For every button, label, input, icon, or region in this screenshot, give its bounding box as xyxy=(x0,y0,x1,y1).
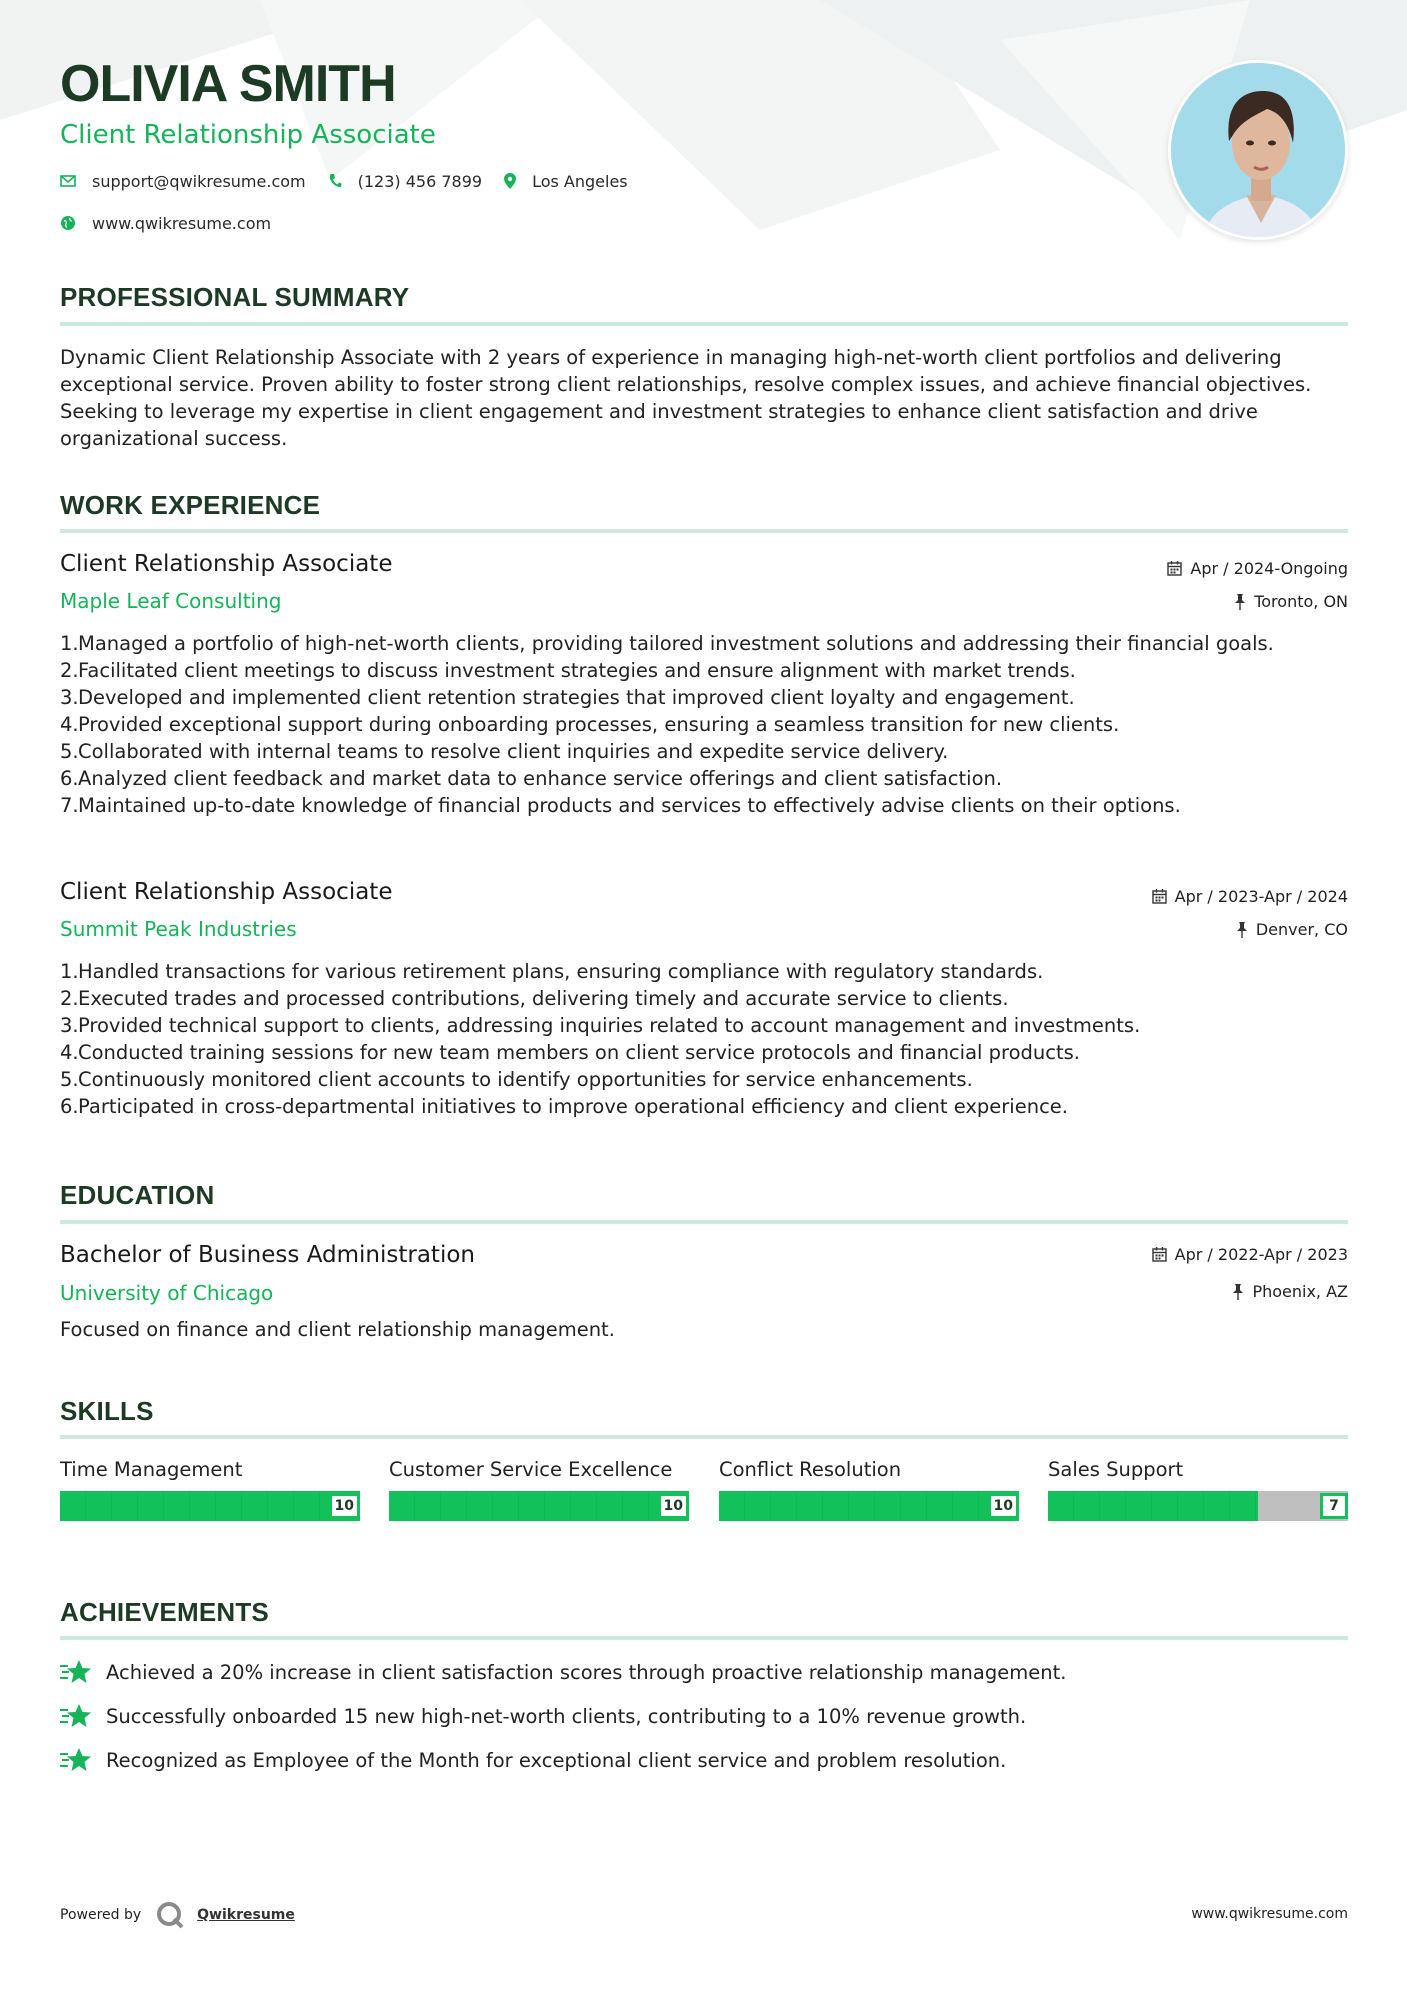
brand-link[interactable]: Qwikresume xyxy=(197,1907,295,1923)
job-title: Client Relationship Associate xyxy=(60,879,393,905)
achievements-divider xyxy=(60,1636,1348,1640)
contact-row-secondary xyxy=(60,212,1120,234)
skill-bar-fill xyxy=(389,1491,689,1521)
list-item: 4. Provided exceptional support during onboarding processes, ensuring a seamless transition for new clients. xyxy=(60,713,1120,736)
star-icon xyxy=(60,1658,92,1686)
skill-name: Time Management xyxy=(60,1458,243,1481)
envelope-icon xyxy=(60,174,76,188)
powered-by-text: Powered by xyxy=(60,1907,142,1923)
list-item: 1. Managed a portfolio of high-net-worth clients, providing tailored investment solutions and addressing their financial goals. xyxy=(60,632,1274,655)
pushpin-icon xyxy=(1236,922,1248,938)
job-title: Client Relationship Associate xyxy=(60,551,393,577)
achievement-item xyxy=(60,1702,1026,1730)
education-location xyxy=(1232,1282,1348,1301)
candidate-role: Client Relationship Associate xyxy=(60,120,436,150)
qwikresume-logo-icon xyxy=(155,1900,185,1930)
school-name: University of Chicago xyxy=(60,1281,274,1305)
achievement-item xyxy=(60,1658,1066,1686)
website-text: www.qwikresume.com xyxy=(92,213,272,233)
skill-name: Customer Service Excellence xyxy=(389,1458,673,1481)
skill-item xyxy=(1048,1456,1348,1521)
achievements-heading: ACHIEVEMENTS xyxy=(60,1597,269,1627)
job-dates xyxy=(1167,559,1348,578)
list-item: 5. Collaborated with internal teams to resolve client inquiries and expedite service delivery. xyxy=(60,740,949,763)
pushpin-icon xyxy=(1234,594,1246,610)
achievement-text: Successfully onboarded 15 new high-net-worth clients, contributing to a 10% revenue growth. xyxy=(106,1704,1027,1728)
achievement-text: Achieved a 20% increase in client satisfaction scores through proactive relationship management. xyxy=(106,1660,1067,1684)
degree-title: Bachelor of Business Administration xyxy=(60,1242,475,1268)
list-item: 3. Provided technical support to clients, addressing inquiries related to account management and investments. xyxy=(60,1014,1141,1037)
job-dates-text: Apr / 2023-Apr / 2024 xyxy=(1174,887,1348,906)
website-contact[interactable] xyxy=(60,214,271,233)
star-icon xyxy=(60,1702,92,1730)
education-dates-text: Apr / 2022-Apr / 2023 xyxy=(1174,1245,1348,1264)
skill-name: Conflict Resolution xyxy=(719,1458,902,1481)
job-location-text: Toronto, ON xyxy=(1254,592,1348,611)
education-divider xyxy=(60,1220,1348,1224)
list-item: 7. Maintained up-to-date knowledge of financial products and services to effectively advise clients on their options. xyxy=(60,794,1181,817)
location-contact xyxy=(504,172,628,191)
email-contact[interactable] xyxy=(60,172,306,191)
job-location xyxy=(1234,592,1348,611)
skill-bar xyxy=(60,1491,360,1521)
skill-level-badge: 10 xyxy=(329,1493,360,1519)
resume-header xyxy=(60,55,1120,254)
education-heading: EDUCATION xyxy=(60,1180,215,1210)
summary-text: Dynamic Client Relationship Associate with 2 years of experience in managing high-net-worth client portfolios and delivering exceptional service. Proven ability to foster strong client relationships, resolve complex issues, and achieve financial objectives. Seeking to leverage my expertise in client engagement and investment strategies to enhance client satisfaction and drive organizational success. xyxy=(60,346,1312,450)
experience-divider xyxy=(60,529,1348,533)
email-text: support@qwikresume.com xyxy=(92,171,306,191)
profile-photo xyxy=(1168,60,1348,240)
list-item: 2. Executed trades and processed contributions, delivering timely and accurate service to clients. xyxy=(60,987,1009,1010)
experience-heading: WORK EXPERIENCE xyxy=(60,490,321,520)
star-icon xyxy=(60,1746,92,1774)
calendar-icon xyxy=(1167,561,1182,576)
achievement-item xyxy=(60,1746,1006,1774)
skill-bar-fill xyxy=(1048,1491,1258,1521)
skill-bar-fill xyxy=(60,1491,360,1521)
calendar-icon xyxy=(1152,1247,1167,1262)
list-item: 1. Handled transactions for various retirement plans, ensuring compliance with regulatory standards. xyxy=(60,960,1044,983)
skill-bar xyxy=(719,1491,1019,1521)
education-location-text: Phoenix, AZ xyxy=(1252,1282,1348,1301)
skill-bar-fill xyxy=(719,1491,1019,1521)
skill-bar xyxy=(389,1491,689,1521)
footer-powered-by xyxy=(60,1900,295,1930)
footer-website[interactable]: www.qwikresume.com xyxy=(1191,1906,1348,1922)
skills-heading: SKILLS xyxy=(60,1396,154,1426)
skill-name: Sales Support xyxy=(1048,1458,1184,1481)
education-description: Focused on finance and client relationship management. xyxy=(60,1318,615,1341)
list-item: 3. Developed and implemented client retention strategies that improved client loyalty and engagement. xyxy=(60,686,1075,709)
education-dates xyxy=(1152,1245,1348,1264)
achievement-text: Recognized as Employee of the Month for exceptional client service and problem resolution. xyxy=(106,1748,1007,1772)
job-bullets xyxy=(60,630,1348,819)
list-item: 6. Participated in cross-departmental initiatives to improve operational efficiency and client experience. xyxy=(60,1095,1068,1118)
list-item: 5. Continuously monitored client accounts to identify opportunities for service enhancements. xyxy=(60,1068,973,1091)
globe-icon xyxy=(60,215,76,231)
skill-item xyxy=(719,1456,1019,1521)
phone-contact[interactable] xyxy=(328,172,482,191)
skill-level-badge: 10 xyxy=(988,1493,1019,1519)
job-bullets xyxy=(60,958,1348,1120)
job-location xyxy=(1236,920,1348,939)
phone-text: (123) 456 7899 xyxy=(357,171,483,191)
candidate-name: OLIVIA SMITH xyxy=(60,55,396,113)
phone-icon xyxy=(328,173,342,189)
summary-divider xyxy=(60,322,1348,326)
calendar-icon xyxy=(1152,889,1167,904)
summary-heading: PROFESSIONAL SUMMARY xyxy=(60,282,410,312)
job-dates xyxy=(1152,887,1348,906)
location-text: Los Angeles xyxy=(532,171,628,191)
company-name: Summit Peak Industries xyxy=(60,917,297,941)
skills-divider xyxy=(60,1435,1348,1439)
skill-level-badge: 7 xyxy=(1320,1493,1348,1519)
map-pin-icon xyxy=(504,173,516,189)
skill-bar xyxy=(1048,1491,1348,1521)
contact-info xyxy=(60,170,1120,234)
job-dates-text: Apr / 2024-Ongoing xyxy=(1190,559,1348,578)
list-item: 6. Analyzed client feedback and market data to enhance service offerings and client satisfaction. xyxy=(60,767,1003,790)
skill-level-badge: 10 xyxy=(658,1493,689,1519)
job-location-text: Denver, CO xyxy=(1255,920,1348,939)
skill-item xyxy=(389,1456,689,1521)
contact-row-primary xyxy=(60,170,1120,192)
list-item: 2. Facilitated client meetings to discuss investment strategies and ensure alignment with market trends. xyxy=(60,659,1076,682)
skill-item xyxy=(60,1456,360,1521)
pushpin-icon xyxy=(1232,1284,1244,1300)
list-item: 4. Conducted training sessions for new team members on client service protocols and financial products. xyxy=(60,1041,1080,1064)
company-name: Maple Leaf Consulting xyxy=(60,589,282,613)
